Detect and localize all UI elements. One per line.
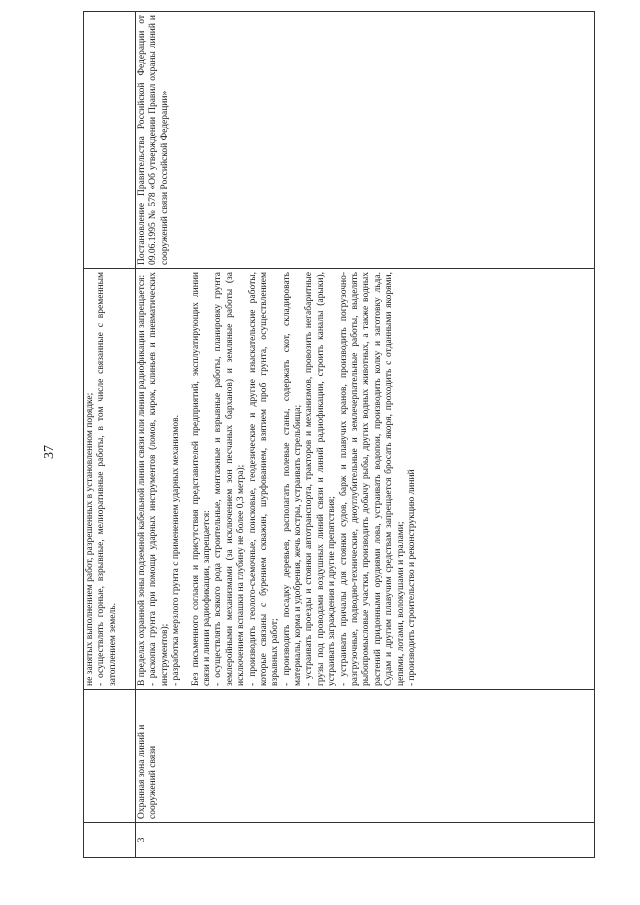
restriction-line: - устраивать проезды и стоянки автотранспорта, тракторов и механизмов, провозить негабаритные грузы под проводами воздушных линий связи и линий радиофикации, строить каналы (арыки), устраивать заграждения и другие препятствия;: [304, 272, 338, 686]
cell-legal-basis-empty: [84, 12, 136, 269]
rotated-table-wrapper: [83, 15, 595, 858]
cell-restrictions-continuation: [84, 269, 136, 690]
restriction-line: Без письменного согласия и присутствия представителей предприятий, эксплуатирующих линии связи и линии радиофикации, запрещается:: [190, 272, 212, 686]
cell-row-number: 3: [136, 823, 595, 858]
restriction-line: - раскопка грунта при помощи ударных инструментов (ломов, кирок, клиньев и пневматических инструментов);: [148, 272, 170, 686]
table-row: [136, 12, 595, 858]
restriction-line: - производить строительство и реконструкцию линий: [406, 469, 417, 686]
restriction-line: - разработка мерзлого грунта с применением ударных механизмов.: [171, 415, 182, 686]
restriction-line: - осуществлять горные, взрывные, мелиоративные работы, в том числе связанные с временным затоплением земель.: [96, 272, 118, 686]
cell-restrictions: [136, 269, 595, 690]
paragraph-gap: [183, 272, 191, 686]
page-number: 37: [42, 445, 57, 459]
restriction-line: В пределах охранной зоны подземной кабельной линии связи или линии радиофикации запрещается:: [137, 274, 147, 686]
restriction-line: - осуществлять всякого рода строительные, монтажные и взрывные работы, планировку грунта землеройными механизмами (за исключением зон песчаных барханов) и земляные работы (за исключением вспашки на глубину не более 0,3 метра);: [213, 272, 247, 686]
cell-legal-basis: Постановление Правительства Российской Федерации от 09.06.1995 № 578 «Об утверждении Правил охраны линий и сооружений связи Российской Федерации»: [136, 12, 595, 269]
cell-number-empty: [84, 823, 136, 858]
restriction-line: - производить геолого-съемочные, поисковые, геодезические и другие изыскательские работы, которые связаны с бурением скважин, шурфованием, взятием проб грунта, осуществлением взрывных работ;: [247, 272, 281, 686]
restrictions-table: [83, 11, 595, 858]
restriction-line: - устраивать причалы для стоянки судов, барж и плавучих кранов, производить погрузочно-разгрузочные, подводно-технические, дноуглубительные и землечерпательные работы, выделять рыбопромысловые участки, производить добычу рыбы, других водных животных, а также водных растений придонными орудиями лова, устраивать водопои, производить колку и заготовку льда. Судам и другим плавучим средствам запрещается бросать якоря, проходить с отданными якорями, цепями, лотами, волокушами и тралами;: [338, 272, 406, 686]
cell-zone-name: Охранная зона линий и сооружений связи: [136, 690, 595, 823]
table-row-continuation: [84, 12, 136, 858]
restriction-line: - производить посадку деревьев, располагать полевые станы, содержать скот, складировать материалы, корма и удобрения, жечь костры, устраивать стрельбища;: [281, 272, 304, 686]
cell-zone-name-empty: [84, 690, 136, 823]
restriction-line: не занятых выполнением работ, разрешенных в установленном порядке;: [85, 392, 95, 686]
